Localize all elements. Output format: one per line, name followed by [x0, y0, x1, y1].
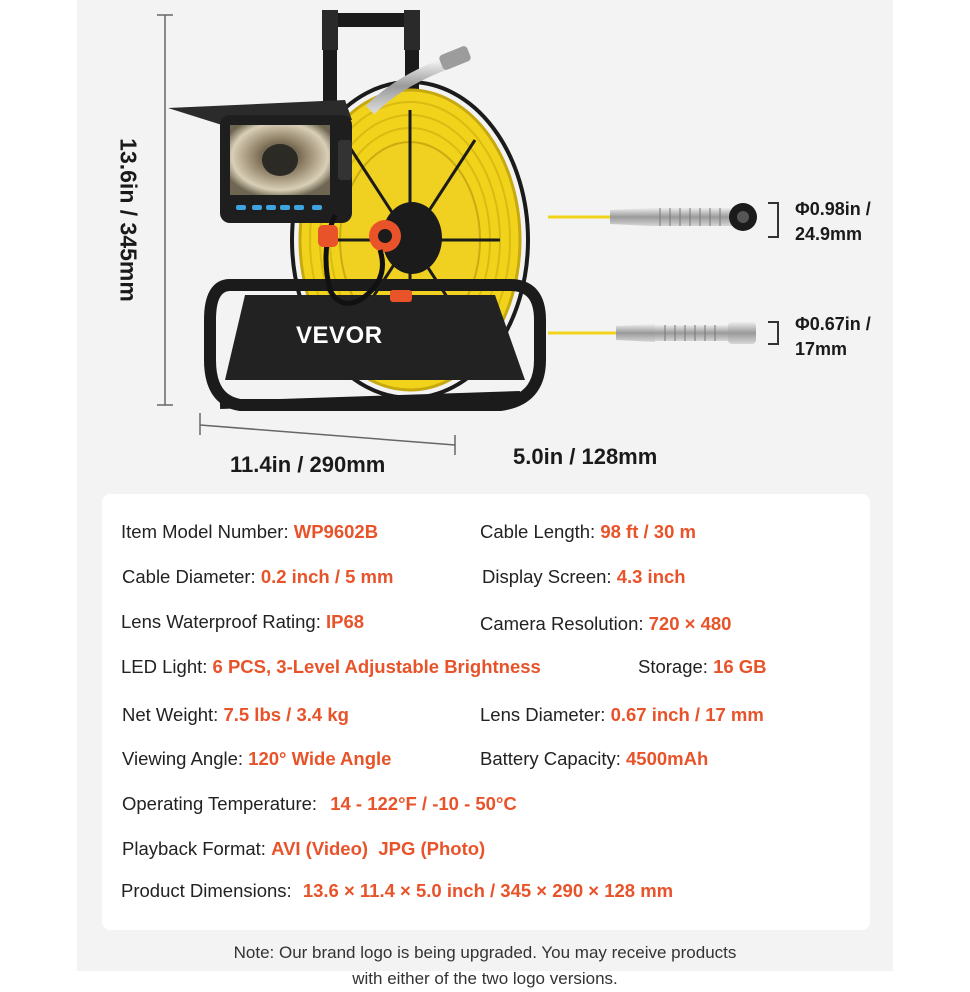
spec-label: Lens Waterproof Rating:: [121, 611, 321, 632]
probe-small-diameter-line2: 17mm: [795, 339, 848, 359]
spec-product-dimensions: [121, 880, 673, 902]
spec-lens-diameter: [480, 704, 764, 726]
bracket-1: [768, 203, 778, 237]
probe-large: [548, 203, 757, 231]
spec-display-screen: [482, 566, 686, 588]
spec-battery: [480, 748, 708, 770]
height-dimension-line: [157, 15, 173, 405]
spec-value: IP68: [325, 611, 365, 632]
spec-storage: [638, 656, 767, 678]
spec-value: WP9602B: [293, 521, 379, 542]
spec-label: Display Screen:: [482, 566, 612, 587]
spec-net-weight: [122, 704, 349, 726]
spec-value: 4.3 inch: [616, 566, 686, 587]
width-dimension-label: 11.4in / 290mm: [230, 452, 386, 477]
spec-value: 98 ft / 30 m: [600, 521, 696, 542]
probe-large-diameter-line1: Φ0.98in /: [795, 199, 871, 219]
spec-label: Camera Resolution:: [480, 613, 644, 634]
spec-playback-format: [122, 838, 485, 860]
spec-value: 720 × 480: [648, 613, 732, 634]
logo-upgrade-note: [0, 940, 970, 992]
note-line-2: with either of the two logo versions.: [352, 969, 618, 988]
probe-small: [548, 322, 756, 344]
note-line-1: Note: Our brand logo is being upgraded. You may receive products: [233, 943, 737, 962]
spec-viewing-angle: [122, 748, 391, 770]
probe-small-diameter-line1: Φ0.67in /: [795, 314, 871, 334]
spec-value: 13.6 × 11.4 × 5.0 inch / 345 × 290 × 128 mm: [302, 880, 674, 901]
spec-label: Lens Diameter:: [480, 704, 606, 725]
spec-label: LED Light:: [121, 656, 208, 677]
spec-operating-temperature: [122, 793, 517, 815]
spec-label: Cable Length:: [480, 521, 596, 542]
probe-large-diameter: [795, 197, 871, 247]
spec-value: 4500mAh: [626, 748, 709, 769]
spec-value: 0.2 inch / 5 mm: [260, 566, 394, 587]
spec-label: Viewing Angle:: [122, 748, 244, 769]
spec-resolution: [480, 613, 731, 635]
spec-value: 16 GB: [713, 656, 767, 677]
spec-value: 7.5 lbs / 3.4 kg: [223, 704, 349, 725]
spec-label: Playback Format:: [122, 838, 266, 859]
spec-cable-diameter: [122, 566, 393, 588]
spec-label: Item Model Number:: [121, 521, 289, 542]
spec-cable-length: [480, 521, 696, 543]
spec-label: Operating Temperature:: [122, 793, 318, 814]
spec-value: AVI (Video) JPG (Photo): [271, 838, 486, 859]
spec-label: Storage:: [638, 656, 708, 677]
depth-dimension-label: 5.0in / 128mm: [513, 444, 658, 469]
spec-waterproof: [121, 611, 364, 633]
probe-large-diameter-line2: 24.9mm: [795, 224, 863, 244]
spec-value: 0.67 inch / 17 mm: [610, 704, 764, 725]
spec-model: [121, 521, 378, 543]
spec-led: [121, 656, 541, 678]
monitor: [168, 100, 352, 223]
width-dimension-line: [200, 413, 455, 455]
spec-label: Product Dimensions:: [121, 880, 292, 901]
spec-value: 6 PCS, 3-Level Adjustable Brightness: [212, 656, 541, 677]
spec-label: Battery Capacity:: [480, 748, 621, 769]
height-dimension-label: 13.6in / 345mm: [115, 138, 142, 302]
brand-logo-text: VEVOR: [296, 322, 383, 349]
spec-value: 14 - 122°F / -10 - 50°C: [330, 793, 517, 814]
probe-small-diameter: [795, 312, 871, 362]
bracket-2: [768, 322, 778, 344]
spec-label: Net Weight:: [122, 704, 219, 725]
spec-value: 120° Wide Angle: [248, 748, 392, 769]
brand-logo: [296, 322, 383, 350]
spec-label: Cable Diameter:: [122, 566, 256, 587]
